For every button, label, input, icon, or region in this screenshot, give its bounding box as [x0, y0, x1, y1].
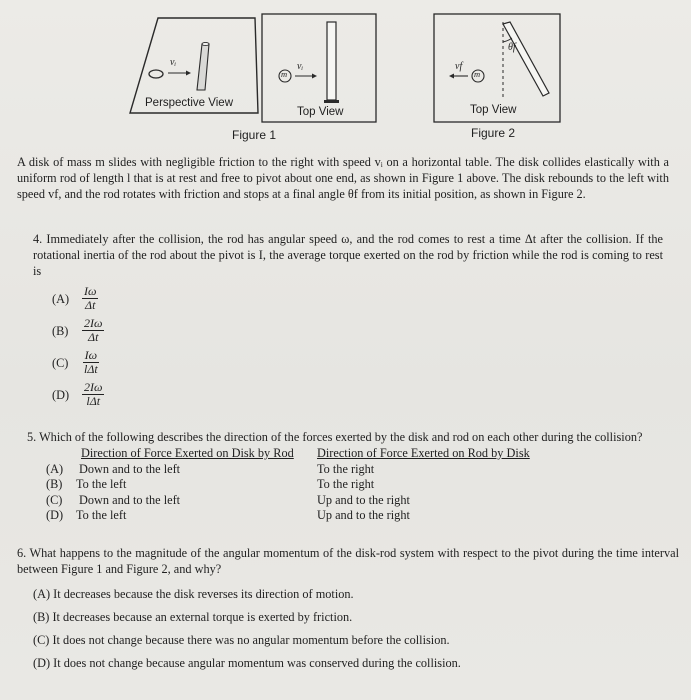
q4-option-d[interactable]: (D) $\frac{2I\omega}{\text{lΔt}}$: [52, 380, 103, 408]
perspective-rod: [197, 44, 209, 90]
disk-mass-label-1: m: [281, 69, 288, 79]
figure-1-caption: Figure 1: [232, 128, 277, 142]
q5-col2-header: Direction of Force Exerted on Rod by Disk: [317, 446, 530, 460]
question-5-stem: 5. Which of the following describes the direction of the forces exerted by the disk and rod on each other during the collision?: [27, 430, 643, 444]
q4-option-a[interactable]: (A) $\frac{I\omega}{\Delta t}$: [52, 284, 97, 312]
theta-f-label: θf: [508, 42, 516, 53]
top-view-2-rod: [503, 22, 549, 96]
q5-option-d-col2: Up and to the right: [317, 508, 410, 522]
top-view-label-1: Top View: [297, 106, 344, 118]
q5-option-d[interactable]: (D) To the left: [46, 508, 127, 522]
q5-option-b-col2: To the right: [317, 477, 375, 491]
intro-paragraph: A disk of mass m slides with negligible friction to the right with speed vᵢ on a horizontal table. The disk collides elastically with a uniform rod of length l that is at rest and free to pivot about one end, as shown in Figure 1 above. The disk rebounds to the left with speed vf, and the rod rotates with friction and stops at a final angle θf from its initial position, as shown in Figure 2.: [17, 155, 669, 201]
vi-label-perspective: vᵢ: [170, 57, 177, 68]
disk-mass-label-2: m: [474, 69, 481, 79]
q6-option-b[interactable]: (B) It decreases because an external torque is exerted by friction.: [33, 610, 353, 624]
figures-diagram: [0, 0, 691, 130]
perspective-disk: [149, 70, 163, 78]
question-6-stem: 6. What happens to the magnitude of the angular momentum of the disk-rod system with respect to the pivot during the time interval between Figure 1 and Figure 2, and why?: [17, 546, 679, 576]
top-view-1-rod: [327, 22, 336, 100]
q4-option-b[interactable]: (B) $\frac{2I\omega}{\Delta t}$: [52, 316, 103, 344]
q6-option-c[interactable]: (C) It does not change because there was no angular momentum before the collision.: [33, 633, 450, 647]
q6-option-a[interactable]: (A) It decreases because the disk reverses its direction of motion.: [33, 587, 354, 601]
q5-option-a[interactable]: (A) Down and to the left: [46, 462, 181, 476]
q5-option-c[interactable]: (C) Down and to the left: [46, 493, 181, 507]
figure-2-caption: Figure 2: [471, 126, 516, 140]
q5-option-a-col2: To the right: [317, 462, 375, 476]
q6-option-d[interactable]: (D) It does not change because angular momentum was conserved during the collision.: [33, 656, 461, 670]
vf-label: vf: [455, 61, 463, 72]
q5-option-c-col2: Up and to the right: [317, 493, 410, 507]
perspective-view-label: Perspective View: [145, 97, 233, 109]
question-4-stem: 4. Immediately after the collision, the rod has angular speed ω, and the rod comes to rest a time Δt after the collision. If the rotational inertia of the rod about the pivot is I, the average torque exerted on the rod by friction while the rod is coming to rest is: [33, 232, 663, 278]
q4-option-c[interactable]: (C) $\frac{I\omega}{\text{lΔt}}$: [52, 348, 98, 376]
q5-col1-header: Direction of Force Exerted on Disk by Rod: [81, 446, 294, 460]
top-view-1-pivot: [324, 100, 339, 103]
top-view-label-2: Top View: [470, 104, 517, 116]
vi-label-top: vᵢ: [297, 61, 304, 72]
q5-option-b[interactable]: (B) To the left: [46, 477, 127, 491]
